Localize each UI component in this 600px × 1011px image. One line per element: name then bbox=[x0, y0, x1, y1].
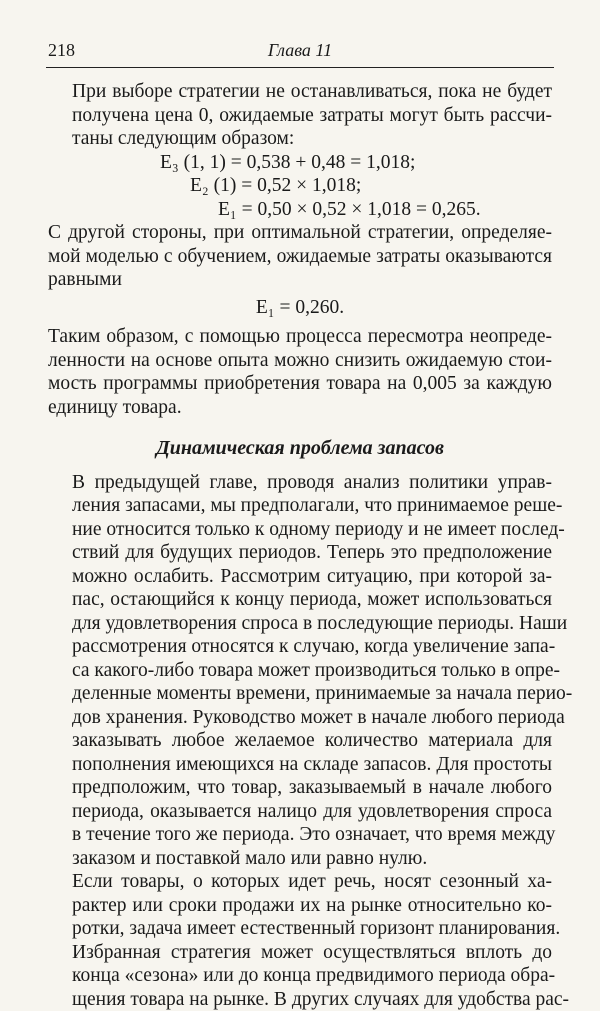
text-line: щения товара на рынке. В других случаях для удобства рас- bbox=[48, 988, 552, 1011]
paragraph-dynamic-problem bbox=[48, 471, 552, 871]
text-line: Таким образом, с помощью процесса пересмотра неопреде- bbox=[48, 325, 552, 349]
header-rule bbox=[46, 67, 554, 68]
text-line: дов хранения. Руководство может в начале любого периода bbox=[48, 706, 552, 730]
text-line: для удовлетворения спроса в последующие периоды. Наши bbox=[48, 612, 552, 636]
page-number: 218 bbox=[48, 40, 168, 61]
text-line: в течение того же периода. Это означает, что время между bbox=[48, 823, 552, 847]
paragraph-intro bbox=[48, 80, 552, 151]
text-line: са какого-либо товара может производиться только в опре- bbox=[48, 659, 552, 683]
text-line: В предыдущей главе, проводя анализ политики управ- bbox=[48, 471, 552, 495]
section-heading: Динамическая проблема запасов bbox=[48, 437, 552, 461]
text-line: рактер или сроки продажи их на рынке относительно ко- bbox=[48, 894, 552, 918]
paragraph-seasonal bbox=[48, 870, 552, 1011]
equation-e2: E₂ (1) = 0,52 × 1,018; bbox=[48, 174, 552, 198]
text-line: ленности на основе опыта можно снизить ожидаемую стои- bbox=[48, 349, 552, 373]
text-line: можно ослабить. Рассмотрим ситуацию, при которой за- bbox=[48, 565, 552, 589]
text-line: единицу товара. bbox=[48, 396, 552, 420]
text-line: конца «сезона» или до конца предвидимого периода обра- bbox=[48, 964, 552, 988]
equation-e3: E₃ (1, 1) = 0,538 + 0,48 = 1,018; bbox=[48, 151, 552, 175]
text-line: получена цена 0, ожидаемые затраты могут быть рассчи- bbox=[48, 104, 552, 128]
text-line: таны следующим образом: bbox=[48, 127, 552, 151]
text-line: ние относится только к одному периоду и не имеет послед- bbox=[48, 518, 552, 542]
page-body bbox=[48, 80, 552, 1011]
paragraph-conclusion bbox=[48, 325, 552, 419]
running-title: Глава 11 bbox=[168, 40, 432, 61]
text-line: деленные моменты времени, принимаемые за начала перио- bbox=[48, 682, 552, 706]
equation-e1-optimal: E₁ = 0,260. bbox=[48, 296, 552, 320]
text-line: пополнения имеющихся на складе запасов. Для простоты bbox=[48, 753, 552, 777]
paragraph-optimal bbox=[48, 221, 552, 292]
text-line: ления запасами, мы предполагали, что принимаемое реше- bbox=[48, 494, 552, 518]
text-line: заказом и поставкой мало или равно нулю. bbox=[48, 847, 552, 871]
text-line: равными bbox=[48, 268, 552, 292]
text-line: мость программы приобретения товара на 0,005 за каждую bbox=[48, 372, 552, 396]
text-line: периода, оказывается налицо для удовлетворения спроса bbox=[48, 800, 552, 824]
text-line: мой моделью с обучением, ожидаемые затраты оказываются bbox=[48, 245, 552, 269]
text-line: заказывать любое желаемое количество материала для bbox=[48, 729, 552, 753]
page-header bbox=[48, 40, 552, 61]
text-line: Если товары, о которых идет речь, носят сезонный ха- bbox=[48, 870, 552, 894]
text-line: С другой стороны, при оптимальной стратегии, определяе- bbox=[48, 221, 552, 245]
text-line: пас, остающийся к концу периода, может использоваться bbox=[48, 588, 552, 612]
equation-e1: E₁ = 0,50 × 0,52 × 1,018 = 0,265. bbox=[48, 198, 552, 222]
equation-block bbox=[48, 151, 552, 222]
text-line: рассмотрения относятся к случаю, когда увеличение запа- bbox=[48, 635, 552, 659]
text-line: ствий для будущих периодов. Теперь это предположение bbox=[48, 541, 552, 565]
text-line: При выборе стратегии не останавливаться, пока не будет bbox=[48, 80, 552, 104]
text-line: ротки, задача имеет естественный горизонт планирования. bbox=[48, 917, 552, 941]
text-line: Избранная стратегия может осуществляться вплоть до bbox=[48, 941, 552, 965]
text-line: предположим, что товар, заказываемый в начале любого bbox=[48, 776, 552, 800]
